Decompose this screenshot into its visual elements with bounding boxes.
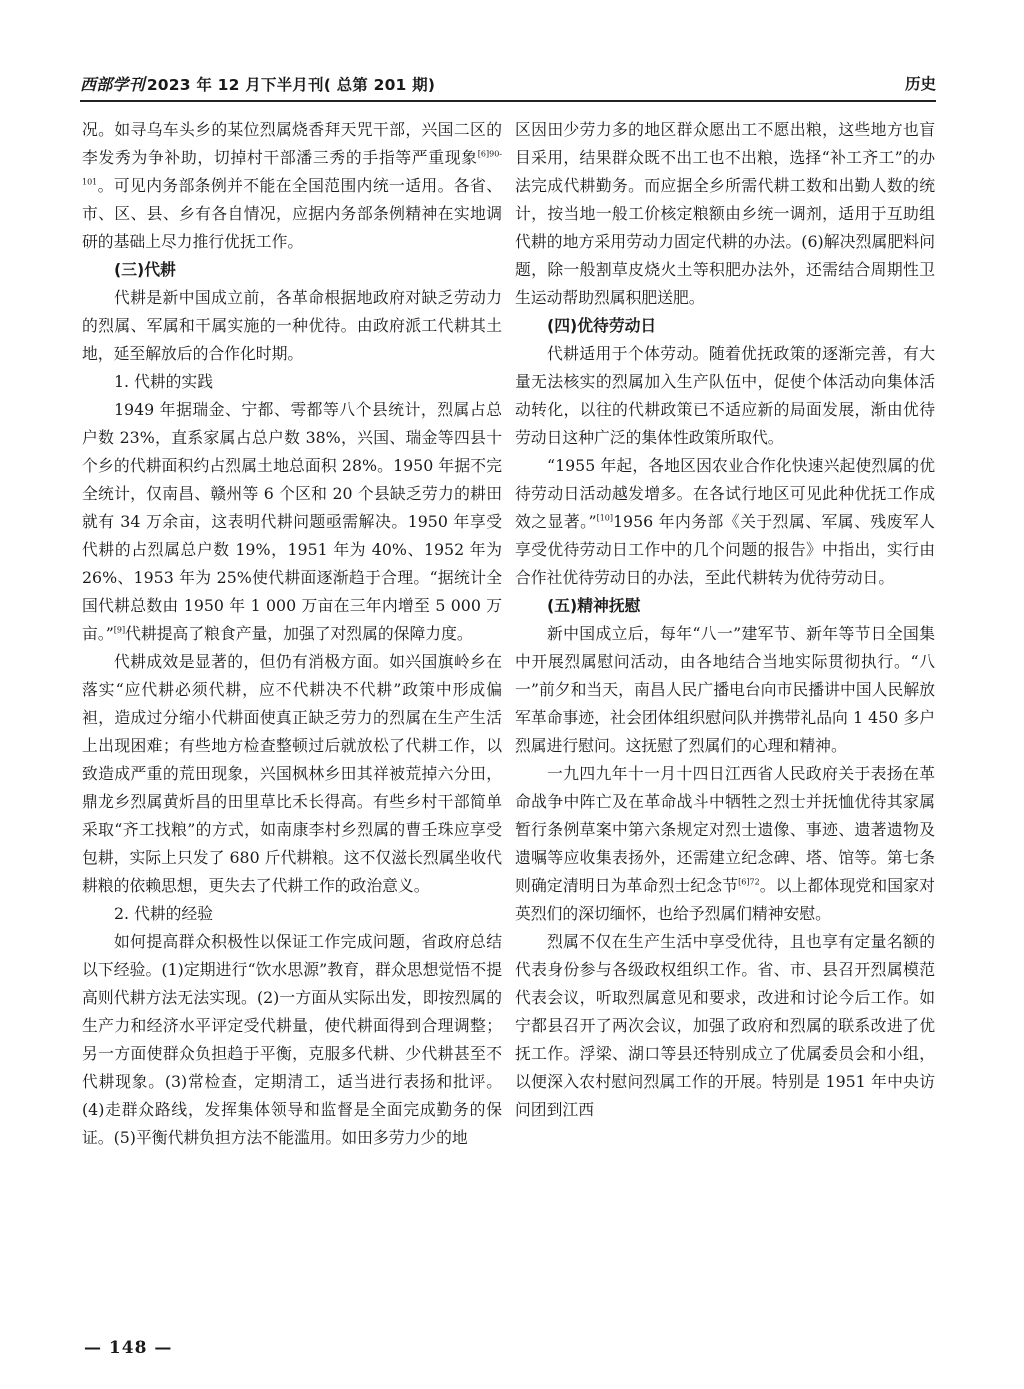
paragraph: 新中国成立后，每年“八一”建军节、新年等节日全国集中开展烈属慰问活动，由各地结合当地实际贯彻执行。“八一”前夕和当天，南昌人民广播电台向市民播讲中国人民解放军革命事迹，社会团体组织慰问队并携带礼品向 1 450 多户烈属进行慰问。这抚慰了烈属们的心理和精神。 <box>515 624 935 755</box>
paragraph: 一九四九年十一月十四日江西省人民政府关于表扬在革命战争中阵亡及在革命战斗中牺牲之烈士并抚恤优待其家属暂行条例草案中第六条规定对烈士遗像、事迹、遗著遗物及遗嘱等应收集表扬外，还需建立纪念碑、塔、馆等。第七条则确定清明日为革命烈士纪念节$^{[6]72}$。以上都体现党和国家对英烈们的深切缅怀，也给予烈属们精神安慰。 <box>515 764 935 923</box>
citation: [6]72 <box>738 877 760 887</box>
paragraph: 代耕是新中国成立前，各革命根据地政府对缺乏劳动力的烈属、军属和干属实施的一种优待。由政府派工代耕其土地，延至解放后的合作化时期。 <box>82 288 502 363</box>
page-number: — 148 — <box>84 1338 173 1358</box>
paragraph: 区因田少劳力多的地区群众愿出工不愿出粮，这些地方也盲目采用，结果群众既不出工也不出粮，选择“补工齐工”的办法完成代耕勤务。而应据全乡所需代耕工数和出勤人数的统计，按当地一般工价核定粮额由乡统一调剂，适用于互助组代耕的地方采用劳动力固定代耕的办法。(6)解决烈属肥料问题，除一般割草皮烧火土等积肥办法外，还需结合周期性卫生运动帮助烈属积肥送肥。 <box>515 120 935 307</box>
left-column <box>82 116 502 1152</box>
subsection-heading: 1. 代耕的实践 <box>114 372 214 391</box>
paragraph: 况。如寻乌车头乡的某位烈属烧香拜天咒干部，兴国二区的李发秀为争补助，切掉村干部潘三秀的手指等严重现象$^{[6]90-101}$。可见内务部条例并不能在全国范围内统一适用。各省、市、区、县、乡有各自情况，应据内务部条例精神在实地调研的基础上尽力推行优抚工作。 <box>82 120 502 251</box>
section-heading: (五)精神抚慰 <box>547 596 641 615</box>
citation: [9] <box>113 625 126 635</box>
journal-logo: 西部学刊 <box>80 75 145 94</box>
running-header <box>80 70 936 98</box>
paragraph: 如何提高群众积极性以保证工作完成问题，省政府总结以下经验。(1)定期进行“饮水思源”教育，群众思想觉悟不提高则代耕方法无法实现。(2)一方面从实际出发，即按烈属的生产力和经济水平评定受代耕量，使代耕面得到合理调整；另一方面使群众负担趋于平衡，克服多代耕、少代耕甚至不代耕现象。(3)常检查，定期清工，适当进行表扬和批评。(4)走群众路线，发挥集体领导和监督是全面完成勤务的保证。(5)平衡代耕负担方法不能滥用。如田多劳力少的地 <box>82 932 502 1147</box>
citation: [6]90-101 <box>82 149 502 187</box>
section-heading: (四)优待劳动日 <box>547 316 657 335</box>
section-heading: (三)代耕 <box>114 260 176 279</box>
section-label: 历史 <box>904 75 936 93</box>
header-rule <box>80 100 936 102</box>
paragraph: 烈属不仅在生产生活中享受优待，且也享有定量名额的代表身份参与各级政权组织工作。省、市、县召开烈属模范代表会议，听取烈属意见和要求，改进和讨论今后工作。如宁都县召开了两次会议，加强了政府和烈属的联系改进了优抚工作。浮梁、湖口等县还特别成立了优属委员会和小组，以便深入农村慰问烈属工作的开展。特别是 1951 年中央访问团到江西 <box>515 932 935 1119</box>
paragraph: 1949 年据瑞金、宁都、雩都等八个县统计，烈属占总户数 23%，直系家属占总户数 38%，兴国、瑞金等四县十个乡的代耕面积约占烈属土地总面积 28%。1950 年据不完全统计，仅南昌、赣州等 6 个区和 20 个县缺乏劳力的耕田就有 34 万余亩，这表明代耕问题亟需解决。1950 年享受代耕的占烈属总户数 19%，1951 年为 40%、1952 年为 26%、1953 年为 25%使代耕面逐渐趋于合理。“据统计全国代耕总数由 1950 年 1 000 万亩在三年内增至 5 000 万亩。”[9]代耕提高了粮食产量，加强了对烈属的保障力度。 <box>82 400 502 643</box>
paragraph: “1955 年起，各地区因农业合作化快速兴起使烈属的优待劳动日活动越发增多。在各试行地区可见此种优抚工作成效之显著。”[10]1956 年内务部《关于烈属、军属、残废军人享受优待劳动日工作中的几个问题的报告》中指出，实行由合作社优待劳动日的办法，至此代耕转为优待劳动日。 <box>515 456 935 587</box>
paragraph: 代耕适用于个体劳动。随着优抚政策的逐渐完善，有大量无法核实的烈属加入生产队伍中，促使个体活动向集体活动转化，以往的代耕政策已不适应新的局面发展，渐由优待劳动日这种广泛的集体性政策所取代。 <box>515 344 935 447</box>
journal-title <box>80 72 435 95</box>
right-column <box>515 116 935 1124</box>
subsection-heading: 2. 代耕的经验 <box>114 904 214 923</box>
journal-issue: 2023 年 12 月下半月刊( 总第 201 期) <box>146 76 436 94</box>
citation: [10] <box>596 513 613 523</box>
paragraph: 代耕成效是显著的，但仍有消极方面。如兴国旗岭乡在落实“应代耕必须代耕，应不代耕决不代耕”政策中形成偏袒，造成过分缩小代耕面使真正缺乏劳力的烈属在生产生活上出现困难；有些地方检查整顿过后就放松了代耕工作，以致造成严重的荒田现象，兴国枫林乡田其祥被荒掉六分田，鼎龙乡烈属黄炘昌的田里草比禾长得高。有些乡村干部简单采取“齐工找粮”的方式，如南康李村乡烈属的曹壬珠应享受包耕，实际上只发了 680 斤代耕粮。这不仅滋长烈属坐收代耕粮的依赖思想，更失去了代耕工作的政治意义。 <box>82 652 502 895</box>
